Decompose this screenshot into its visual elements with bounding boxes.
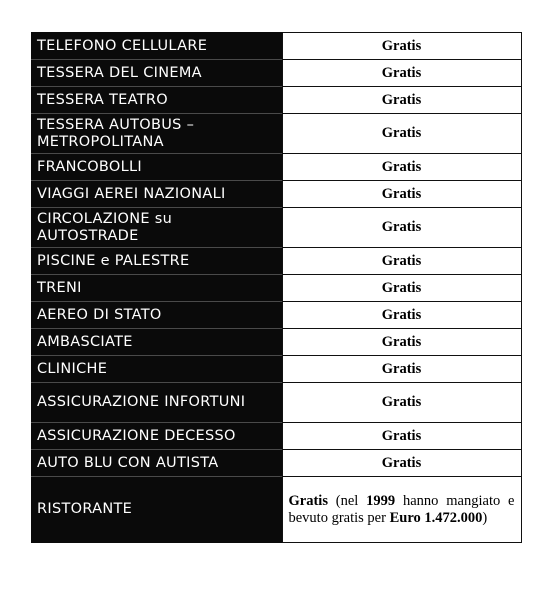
table-row [31,423,521,450]
row-value: Gratis [282,33,521,60]
row-value: Gratis [282,329,521,356]
table-row [31,154,521,181]
table-row [31,60,521,87]
row-label: AEREO DI STATO [31,302,282,329]
benefits-table [31,32,522,543]
row-label: VIAGGI AEREI NAZIONALI [31,181,282,208]
note-amount: Euro 1.472.000 [389,509,483,526]
row-label: TESSERA TEATRO [31,87,282,114]
table-row [31,248,521,275]
row-value: Gratis [282,181,521,208]
row-label: RISTORANTE [31,477,282,543]
table-row [31,450,521,477]
note-text: ) [482,509,488,526]
row-value: Gratis [282,383,521,423]
row-value: Gratis [282,114,521,154]
row-label: AUTO BLU CON AUTISTA [31,450,282,477]
note-lead: Gratis [288,492,328,509]
row-value: Gratis [282,356,521,383]
row-label: TRENI [31,275,282,302]
row-label: CIRCOLAZIONE su AUTOSTRADE [31,208,282,248]
row-value: Gratis [282,248,521,275]
note-text: (nel [327,492,367,509]
row-value: Gratis [282,275,521,302]
row-value: Gratis [282,208,521,248]
row-label: ASSICURAZIONE INFORTUNI [31,383,282,423]
row-label: FRANCOBOLLI [31,154,282,181]
row-value: Gratis [282,302,521,329]
table-row [31,87,521,114]
table-row [31,181,521,208]
row-label: TESSERA AUTOBUS – METROPOLITANA [31,114,282,154]
row-label: TELEFONO CELLULARE [31,33,282,60]
ristorante-note [282,477,521,543]
table-row [31,302,521,329]
row-label: ASSICURAZIONE DECESSO [31,423,282,450]
table-row [31,275,521,302]
table-row [31,383,521,423]
row-label: AMBASCIATE [31,329,282,356]
table-row [31,33,521,60]
row-value: Gratis [282,87,521,114]
note-text: hanno mangiato e bevuto gratis per [288,492,515,526]
table-row [31,356,521,383]
table-row [31,329,521,356]
table-row [31,208,521,248]
row-label: CLINICHE [31,356,282,383]
row-label: PISCINE e PALESTRE [31,248,282,275]
table-row [31,114,521,154]
table-row [31,477,521,543]
row-value: Gratis [282,450,521,477]
note-year: 1999 [366,492,396,509]
row-value: Gratis [282,423,521,450]
row-value: Gratis [282,60,521,87]
row-label: TESSERA DEL CINEMA [31,60,282,87]
row-value: Gratis [282,154,521,181]
